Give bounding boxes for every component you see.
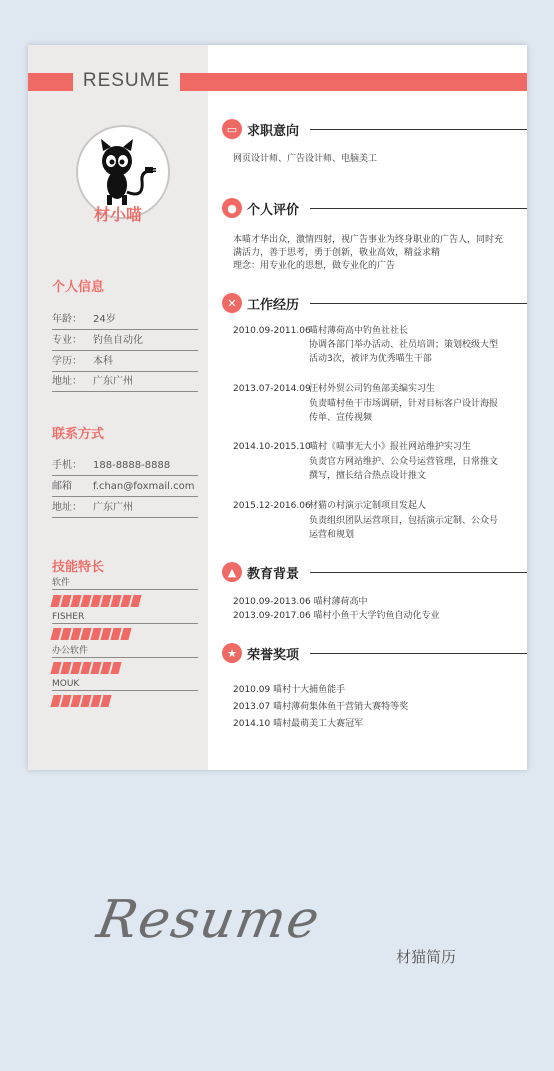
info-row-major — [52, 331, 198, 351]
skill-bar — [52, 662, 120, 674]
resume-heading: RESUME — [82, 70, 171, 91]
award-item: 2013.07 喵村薄荷集体鱼干营销大赛特等奖 — [233, 702, 409, 712]
education-item: 2013.09-2017.06 喵村小鱼干大学钓鱼自动化专业 — [233, 611, 440, 621]
tools-icon: ✕ — [222, 293, 242, 313]
skill-bar — [52, 595, 140, 607]
work-desc: 运营和规划 — [309, 530, 355, 540]
work-period: 2010.09-2011.06 — [233, 326, 311, 336]
section-intent — [222, 118, 527, 140]
section-divider — [310, 303, 527, 304]
section-title: 工作经历 — [247, 298, 300, 313]
info-key: 年龄： — [52, 314, 82, 325]
header-bar-left — [28, 73, 73, 91]
info-row-education — [52, 352, 198, 372]
skill-name: FISHER — [52, 612, 198, 624]
skill-bar — [52, 695, 110, 707]
work-desc: 负责喵村鱼干市场调研，针对目标客户设计海报 — [309, 399, 499, 409]
briefcase-icon: ▭ — [222, 119, 242, 139]
info-key: 地址： — [52, 502, 82, 513]
resume-sheet — [28, 45, 527, 770]
contact-title: 联系方式 — [52, 427, 105, 442]
work-desc: 活动3次，被评为优秀喵生干部 — [309, 354, 432, 364]
person-icon: ● — [222, 198, 242, 218]
info-key: 邮箱 — [52, 481, 72, 492]
header-bar-right — [180, 73, 527, 91]
section-title: 教育背景 — [247, 567, 300, 582]
section-evaluation — [222, 197, 527, 219]
work-org: 汪村外贸公司钓鱼部美编实习生 — [309, 384, 436, 394]
education-item: 2010.09-2013.06 喵村薄荷高中 — [233, 597, 368, 607]
info-key: 学历： — [52, 356, 82, 367]
personal-info-title: 个人信息 — [52, 280, 105, 295]
work-desc: 撰写，擅长结合热点设计推文 — [309, 471, 427, 481]
graduation-cap-icon: ▲ — [222, 562, 242, 582]
footer-script-title: Resume — [92, 890, 326, 950]
medal-icon: ★ — [222, 643, 242, 663]
section-awards — [222, 642, 527, 664]
skill-bar-segment — [110, 662, 121, 674]
info-key: 专业： — [52, 335, 82, 346]
info-value: 广东广州 — [93, 376, 133, 387]
intent-text: 网页设计师、广告设计师、电脑美工 — [233, 154, 378, 164]
section-title: 求职意向 — [247, 124, 300, 139]
skill-bar-segment — [120, 628, 131, 640]
info-key: 手机： — [52, 460, 82, 471]
work-desc: 负责组织团队运营项目，包括演示定制、公众号 — [309, 516, 499, 526]
skill-name: 软件 — [52, 578, 198, 590]
footer-subtitle: 材猫简历 — [396, 948, 457, 966]
work-period: 2013.07-2014.09 — [233, 384, 311, 394]
info-value: 本科 — [93, 356, 113, 367]
skills-title: 技能特长 — [52, 560, 105, 575]
award-item: 2010.09 喵村十大捕鱼能手 — [233, 685, 346, 695]
section-divider — [310, 572, 527, 573]
work-desc: 传单、宣传视频 — [309, 413, 373, 423]
cat-avatar-icon — [88, 137, 158, 207]
evaluation-line: 满活力，善于思考，勇于创新，敬业高效，精益求精 — [233, 248, 441, 258]
skill-bar-segment — [100, 695, 111, 707]
section-title: 个人评价 — [247, 203, 300, 218]
info-key: 地址： — [52, 376, 82, 387]
info-row-age — [52, 310, 198, 330]
skill-name: MOUK — [52, 679, 198, 691]
work-desc: 协调各部门举办活动、社员培训；策划校级大型 — [309, 340, 499, 350]
skill-bar — [52, 628, 130, 640]
work-desc: 负责官方网站维护、公众号运营管理，日常推文 — [309, 457, 499, 467]
contact-row-phone — [52, 456, 198, 476]
work-org: 材猫の村演示定制项目发起人 — [309, 501, 427, 511]
info-row-address — [52, 372, 198, 392]
work-period: 2015.12-2016.06 — [233, 501, 311, 511]
skill-name: 办公软件 — [52, 646, 198, 658]
section-education — [222, 561, 527, 583]
work-period: 2014.10-2015.10 — [233, 442, 311, 452]
section-title: 荣誉奖项 — [247, 648, 300, 663]
profile-name: 材小喵 — [93, 205, 142, 224]
info-value: f.chan@foxmail.com — [93, 481, 195, 492]
award-item: 2014.10 喵村最萌美工大赛冠军 — [233, 719, 364, 729]
contact-row-address — [52, 498, 198, 518]
section-divider — [310, 208, 527, 209]
section-work — [222, 292, 527, 314]
work-org: 喵村薄荷高中钓鱼社社长 — [309, 326, 409, 336]
evaluation-line: 本喵才华出众，激情四射，视广告事业为终身职业的广告人，同时充 — [233, 235, 504, 245]
section-divider — [310, 653, 527, 654]
info-value: 钓鱼自动化 — [93, 335, 143, 346]
skill-bar-segment — [130, 595, 141, 607]
work-org: 喵村《喵事无大小》报社网站维护实习生 — [309, 442, 472, 452]
evaluation-line: 理念：用专业化的思想，做专业化的广告 — [233, 261, 396, 271]
info-value: 广东广州 — [93, 502, 133, 513]
contact-row-email — [52, 477, 198, 497]
info-value: 188-8888-8888 — [93, 460, 171, 471]
info-value: 24岁 — [93, 314, 116, 325]
section-divider — [310, 129, 527, 130]
